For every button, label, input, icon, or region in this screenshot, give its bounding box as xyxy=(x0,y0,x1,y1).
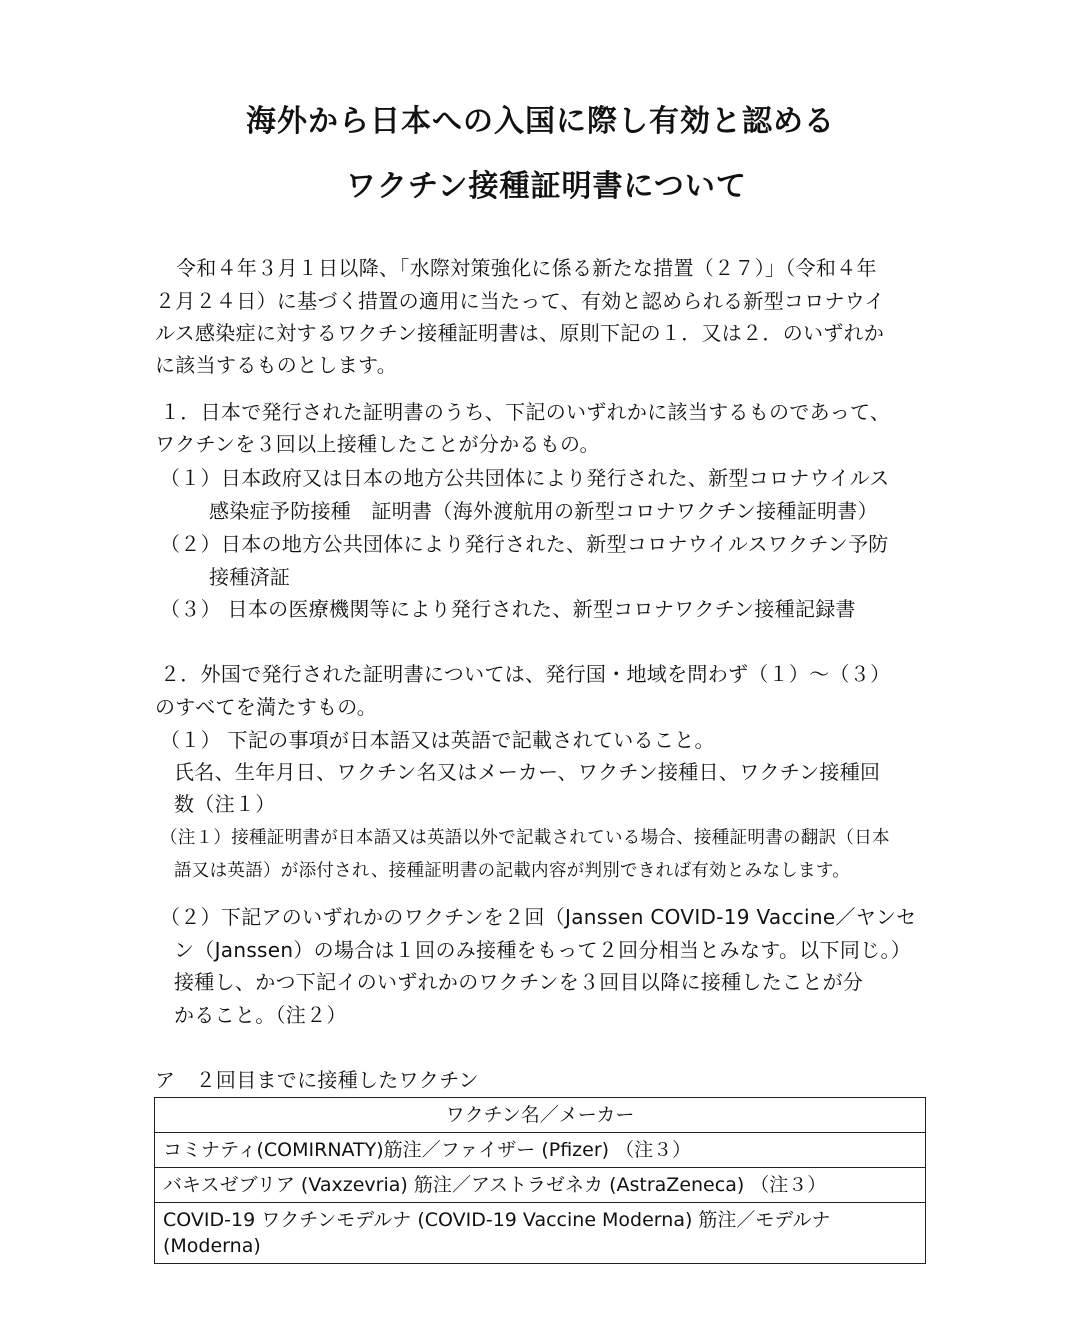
intro-line: ルス感染症に対するワクチン接種証明書は、原則下記の１．又は２．のいずれか xyxy=(155,321,885,345)
document-title-line-2: ワクチン接種証明書について xyxy=(346,169,747,204)
table-row xyxy=(155,1133,926,1168)
note-1-cont: 語又は英語）が添付され、接種証明書の記載内容が判別できれば有効とみなします。 xyxy=(174,861,851,881)
table-header-cell: ワクチン名／メーカー xyxy=(155,1098,926,1133)
section1-item-1-cont: 感染症予防接種 証明書（海外渡航用の新型コロナワクチン接種証明書） xyxy=(209,499,878,523)
section2-item-1-detail: 氏名、生年月日、ワクチン名又はメーカー、ワクチン接種日、ワクチン接種回 xyxy=(174,760,881,784)
intro-line: に該当するものとします。 xyxy=(155,353,397,377)
table-row xyxy=(155,1203,926,1264)
intro-line: 令和４年３月１日以降、「水際対策強化に係る新たな措置（２７）」（令和４年 xyxy=(176,256,877,280)
intro-line: ２月２４日）に基づく措置の適用に当たって、有効と認められる新型コロナウイ xyxy=(155,289,885,313)
section2-item-2-cont: 接種し、かつ下記イのいずれかのワクチンを３回目以降に接種したことが分 xyxy=(174,970,864,994)
note-1: （注１）接種証明書が日本語又は英語以外で記載されている場合、接種証明書の翻訳（日本 xyxy=(160,828,890,848)
section2-item-2-cont: ン（Janssen）の場合は１回のみ接種をもって２回分相当とみなす。以下同じ。） xyxy=(174,938,912,962)
table-cell: コミナティ(COMIRNATY)筋注／ファイザー (Pfizer) （注３） xyxy=(155,1133,926,1168)
section2-item-1-detail: 数（注１） xyxy=(174,792,276,816)
section2-item-2: （２）下記アのいずれかのワクチンを２回（Janssen COVID-19 Vaccine／ヤンセ xyxy=(160,905,917,929)
document-title-line-1: 海外から日本への入国に際し有効と認める xyxy=(246,104,835,139)
section2-item-2-cont: かること。（注２） xyxy=(174,1003,347,1027)
section2-item-1: （１） 下記の事項が日本語又は英語で記載されていること。 xyxy=(160,728,715,752)
section2-heading-line: ２．外国で発行された証明書については、発行国・地域を問わず（１）～（３） xyxy=(160,662,891,686)
table-row xyxy=(155,1168,926,1203)
section1-heading-line: １．日本で発行された証明書のうち、下記のいずれかに該当するものであって、 xyxy=(160,400,891,424)
section1-heading-line: ワクチンを３回以上接種したことが分かるもの。 xyxy=(155,432,600,456)
section1-item-3: （３） 日本の医療機関等により発行された、新型コロナワクチン接種記録書 xyxy=(160,597,856,621)
table-cell: バキスゼブリア (Vaxzevria) 筋注／アストラゼネカ (AstraZeneca) （注３） xyxy=(155,1168,926,1203)
section1-item-1: （１）日本政府又は日本の地方公共団体により発行された、新型コロナウイルス xyxy=(160,466,890,490)
table-cell: COVID-19 ワクチンモデルナ (COVID-19 Vaccine Moderna) 筋注／モデルナ (Moderna) xyxy=(155,1203,926,1264)
table-header-row xyxy=(155,1098,926,1133)
vaccine-table xyxy=(154,1097,926,1264)
table-a-caption: ア ２回目までに接種したワクチン xyxy=(155,1068,479,1092)
section2-heading-line: のすべてを満たすもの。 xyxy=(155,695,378,719)
section1-item-2: （２）日本の地方公共団体により発行された、新型コロナウイルスワクチン予防 xyxy=(160,532,889,556)
section1-item-2-cont: 接種済証 xyxy=(209,565,291,589)
